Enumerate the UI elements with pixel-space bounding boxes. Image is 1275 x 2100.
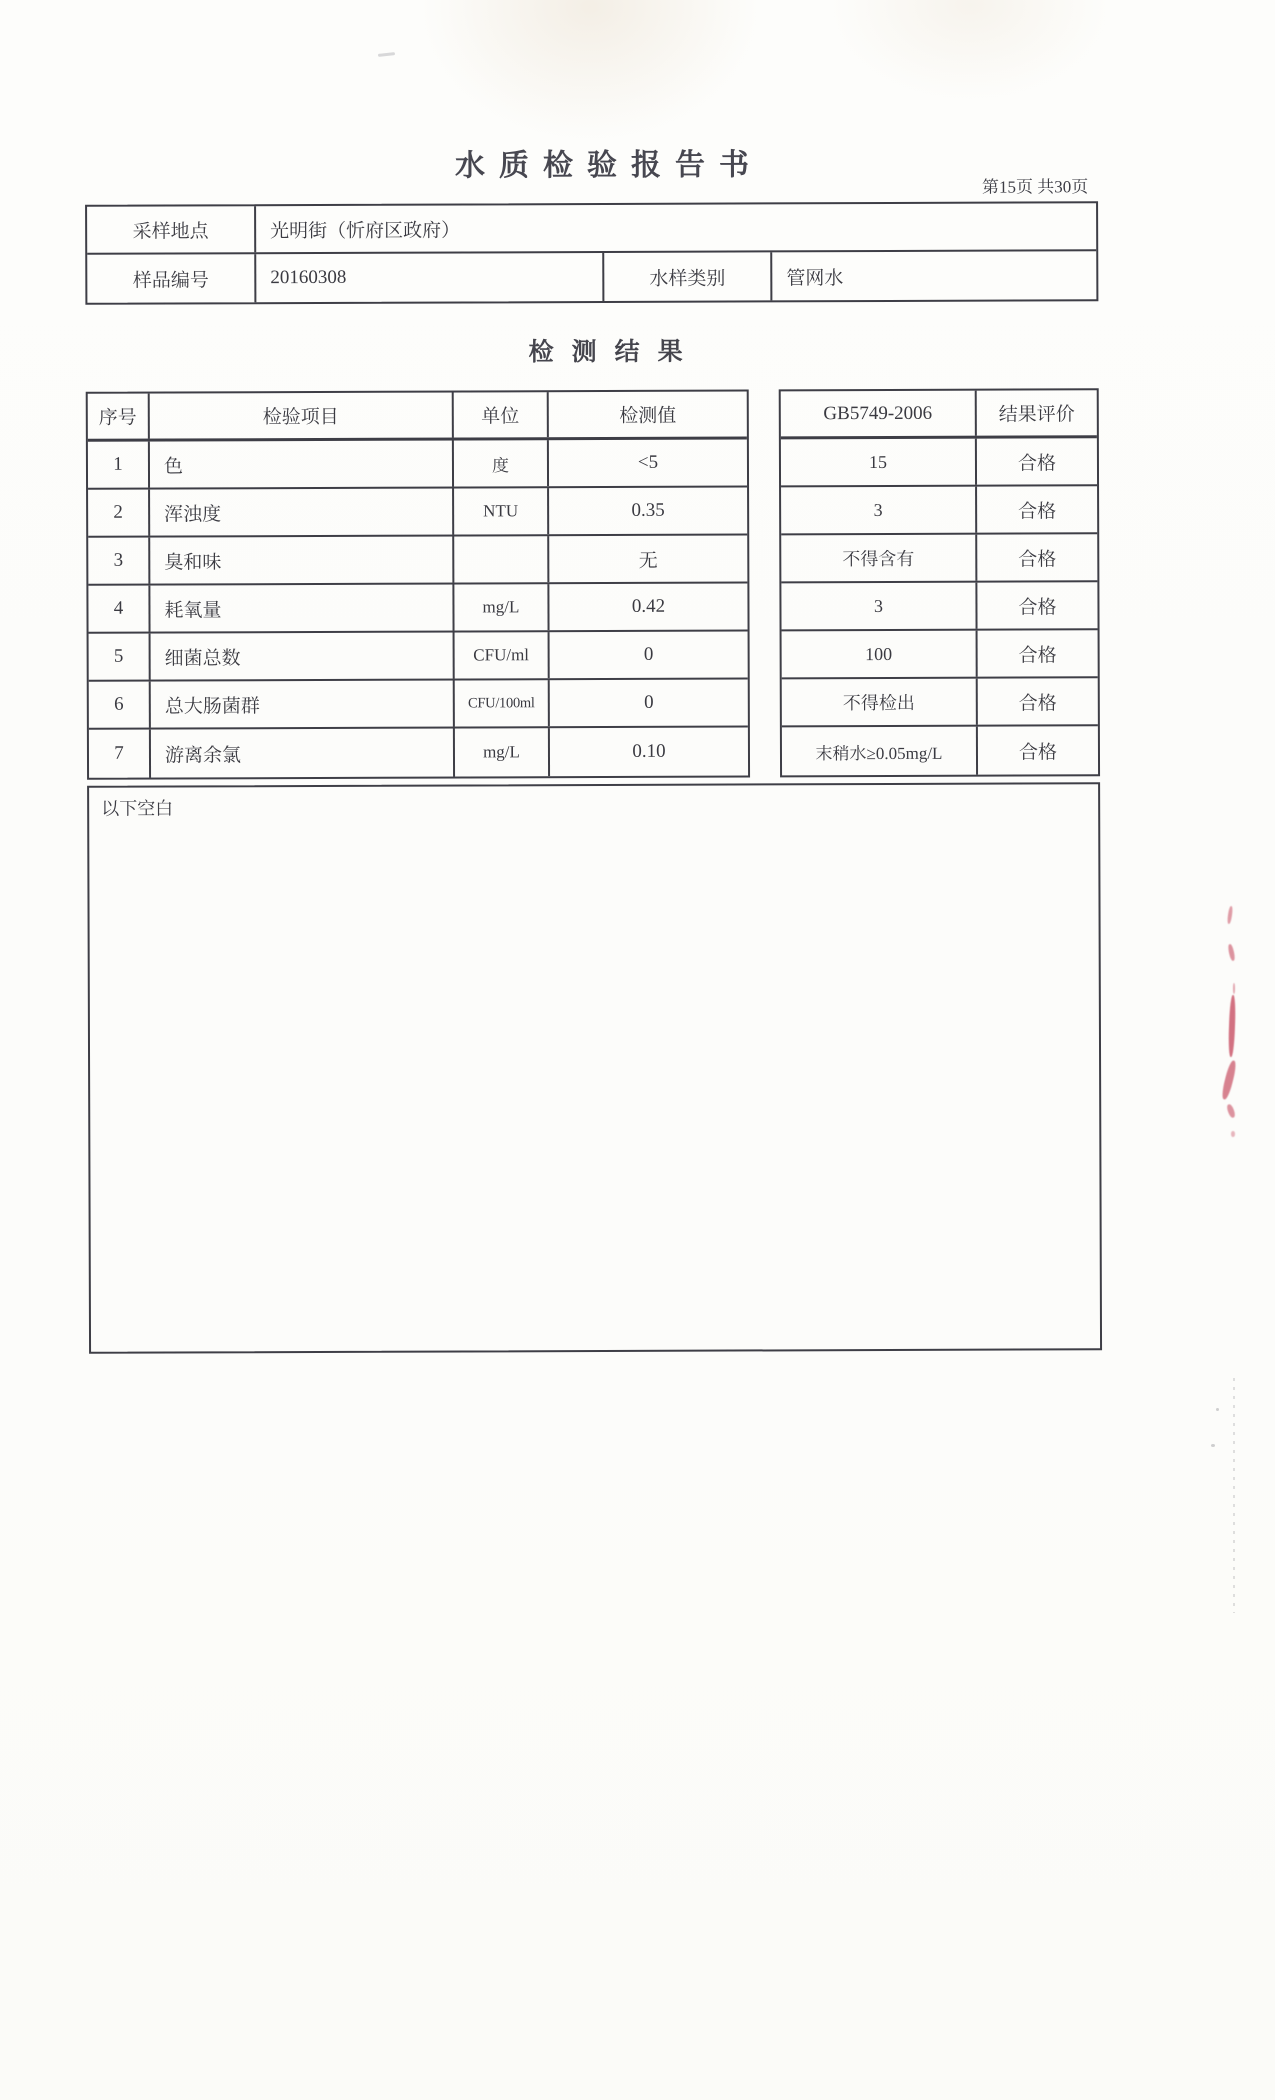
table-row: [87, 251, 1096, 303]
result-row: [781, 438, 1097, 487]
table-header-row: [781, 390, 1097, 439]
result-value: 0: [643, 643, 654, 665]
result-standard: 末稍水≥0.05mg/L: [782, 727, 978, 776]
result-no: 6: [89, 682, 151, 728]
result-unit: CFU/ml: [455, 632, 550, 678]
result-standard: 15: [781, 439, 977, 486]
result-row: [89, 679, 748, 729]
result-row: [782, 726, 1098, 775]
sample-info-table: [85, 201, 1098, 305]
result-unit: CFU/100ml: [455, 680, 550, 726]
sample-number-label: 样品编号: [87, 254, 256, 303]
header-standard: GB5749-2006: [781, 391, 977, 437]
header-evaluation: 结果评价: [998, 404, 1075, 426]
report-title: 水质检验报告书: [454, 148, 763, 183]
page-number: 第15页 共30页: [981, 177, 1089, 197]
result-no: 3: [88, 538, 150, 584]
results-table-left: [86, 389, 750, 779]
result-value: 0.35: [631, 499, 665, 521]
result-value: 0.10: [632, 740, 666, 762]
result-no: 7: [89, 730, 151, 778]
sampling-location-value: 光明街（忻府区政府）: [270, 219, 461, 242]
result-evaluation: 合格: [1017, 452, 1057, 475]
result-standard: 不得含有: [781, 535, 977, 582]
result-row: [89, 631, 748, 681]
result-evaluation: 合格: [1018, 644, 1057, 667]
result-unit: mg/L: [454, 584, 549, 630]
result-unit: mg/L: [455, 728, 550, 776]
result-evaluation: 合格: [1018, 692, 1057, 715]
sample-number-value: 20160308: [256, 253, 604, 302]
result-row: [88, 439, 747, 489]
ink-smudge: [1231, 1131, 1235, 1137]
result-no: 4: [88, 586, 150, 632]
result-row: [88, 583, 747, 633]
result-standard: 3: [781, 487, 977, 534]
result-item: 细菌总数: [151, 633, 455, 680]
result-no: 1: [88, 442, 150, 488]
blank-remainder-box: [87, 782, 1102, 1354]
result-unit: NTU: [454, 488, 549, 534]
header-item: 检验项目: [150, 393, 454, 439]
result-evaluation: 合格: [1018, 741, 1058, 764]
result-value: 0: [644, 691, 654, 713]
scan-noise-streak: [1233, 1378, 1235, 1613]
result-no: 2: [88, 490, 150, 536]
result-row: [88, 487, 747, 537]
result-standard: 100: [782, 631, 978, 678]
result-unit: 度: [454, 440, 549, 486]
result-value: <5: [637, 451, 659, 473]
header-value: 检测值: [619, 405, 677, 427]
result-row: [781, 582, 1097, 631]
result-evaluation: 合格: [1018, 548, 1057, 571]
result-row: [89, 727, 748, 777]
result-value: 0.42: [631, 595, 666, 617]
result-standard: 3: [781, 583, 977, 630]
result-row: [781, 486, 1097, 535]
result-item: 总大肠菌群: [151, 681, 455, 728]
header-no: 序号: [88, 394, 150, 439]
table-header-row: [88, 391, 747, 441]
result-item: 臭和味: [150, 537, 454, 584]
result-evaluation: 合格: [1018, 500, 1057, 523]
blank-below-note: 以下空白: [101, 798, 174, 819]
ink-smudge: [1233, 983, 1235, 994]
result-row: [782, 678, 1098, 727]
result-value: 无: [638, 550, 658, 572]
result-unit: [454, 536, 549, 582]
result-row: [88, 535, 747, 585]
result-standard: 不得检出: [782, 679, 978, 726]
header-unit: 单位: [454, 392, 549, 437]
water-type-value: 管网水: [786, 267, 844, 289]
result-no: 5: [89, 634, 151, 680]
table-row: [87, 203, 1096, 255]
result-item: 浑浊度: [150, 489, 454, 536]
section-title-test-results: 检测结果: [528, 338, 701, 367]
result-item: 色: [150, 441, 454, 488]
water-type-label: 水样类别: [604, 252, 772, 301]
results-table-right: [779, 388, 1100, 777]
result-evaluation: 合格: [1018, 596, 1057, 619]
sampling-location-label: 采样地点: [87, 206, 256, 253]
result-row: [782, 630, 1098, 679]
result-row: [781, 534, 1097, 583]
result-item: 游离余氯: [151, 729, 455, 778]
result-item: 耗氧量: [150, 585, 454, 632]
